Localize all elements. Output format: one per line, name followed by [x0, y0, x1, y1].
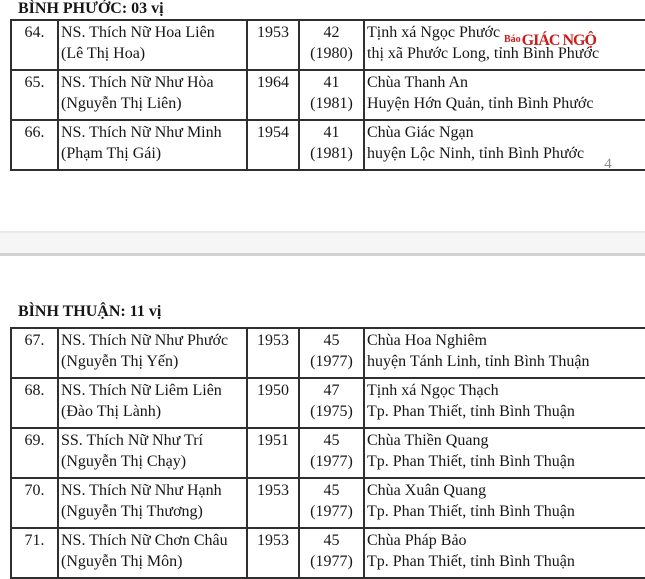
birth-name-text: (Nguyễn Thị Yến): [61, 353, 179, 370]
no-text: 64.: [24, 24, 45, 41]
birth-name-text: (Phạm Thị Gái): [61, 145, 162, 162]
age-text: 45: [323, 332, 340, 349]
year-text: 1951: [257, 432, 289, 449]
age-text: 41: [323, 124, 340, 141]
location-text: Tp. Phan Thiết, tỉnh Bình Thuận: [367, 503, 575, 520]
cell-year: [247, 120, 299, 170]
location-text: huyện Tánh Linh, tỉnh Bình Thuận: [367, 353, 590, 370]
birth-name-text: (Đào Thị Lành): [61, 403, 162, 420]
cell-number: [11, 120, 58, 170]
cell-name: [58, 120, 247, 170]
page-separator-band: [0, 231, 645, 256]
temple-text: Tịnh xá Ngọc Phước: [367, 24, 501, 41]
cell-name: [58, 478, 247, 528]
cell-year: [247, 20, 299, 70]
cell-name: [58, 428, 247, 478]
location-text: Tp. Phan Thiết, tỉnh Bình Thuận: [367, 403, 575, 420]
cell-number: [11, 20, 58, 70]
cell-age: [299, 428, 364, 478]
age-year-text: (1980): [310, 45, 353, 62]
table-row: [11, 528, 645, 578]
year-text: 1954: [257, 124, 289, 141]
name-text: NS. Thích Nữ Như Hạnh: [61, 482, 222, 499]
year-text: 1953: [257, 532, 289, 549]
age-year-text: (1977): [310, 503, 353, 520]
birth-name-text: (Lê Thị Hoa): [61, 45, 146, 62]
cell-temple: [364, 528, 645, 578]
cell-year: [247, 428, 299, 478]
no-text: 70.: [24, 482, 45, 499]
age-year-text: (1981): [310, 95, 353, 112]
section-title-binh-phuoc: BÌNH PHƯỚC: 03 vị: [18, 0, 164, 17]
no-text: 67.: [24, 332, 45, 349]
no-text: 65.: [24, 74, 45, 91]
age-text: 45: [323, 432, 340, 449]
cell-year: [247, 70, 299, 120]
name-text: NS. Thích Nữ Như Minh: [61, 124, 222, 141]
name-text: NS. Thích Nữ Hoa Liên: [61, 24, 215, 41]
cell-temple: [364, 378, 645, 428]
temple-text: Chùa Hoa Nghiêm: [367, 332, 487, 349]
no-text: 69.: [24, 432, 45, 449]
year-text: 1953: [257, 24, 289, 41]
table-row: [11, 70, 645, 120]
temple-text: Chùa Thanh An: [367, 74, 469, 91]
cell-number: [11, 528, 58, 578]
birth-name-text: (Nguyễn Thị Môn): [61, 553, 183, 570]
birth-name-text: (Nguyễn Thị Liên): [61, 95, 182, 112]
cell-temple: [364, 428, 645, 478]
year-text: 1953: [257, 332, 289, 349]
page-number: 4: [604, 156, 612, 172]
name-text: NS. Thích Nữ Chơn Châu: [61, 532, 228, 549]
age-year-text: (1977): [310, 353, 353, 370]
cell-number: [11, 70, 58, 120]
cell-year: [247, 378, 299, 428]
table-row: [11, 378, 645, 428]
watermark-prefix: Báo: [504, 34, 521, 45]
temple-text: Chùa Xuân Quang: [367, 482, 487, 499]
location-text: Huyện Hớn Quản, tỉnh Bình Phước: [367, 95, 594, 112]
table-row: [11, 120, 645, 170]
watermark-main: GIÁC NGỘ: [521, 32, 596, 49]
cell-age: [299, 328, 364, 378]
age-year-text: (1977): [310, 553, 353, 570]
name-text: NS. Thích Nữ Liêm Liên: [61, 382, 222, 399]
cell-name: [58, 528, 247, 578]
age-year-text: (1981): [310, 145, 353, 162]
table-row: [11, 328, 645, 378]
name-text: NS. Thích Nữ Như Phước: [61, 332, 229, 349]
section-title-binh-thuan: BÌNH THUẬN: 11 vị: [18, 303, 162, 320]
age-text: 47: [323, 382, 340, 399]
name-text: SS. Thích Nữ Như Trí: [61, 432, 203, 449]
year-text: 1950: [257, 382, 289, 399]
location-text: thị xã Phước Long, tỉnh Bình Phước: [367, 45, 600, 62]
name-text: NS. Thích Nữ Như Hòa: [61, 74, 214, 91]
cell-name: [58, 20, 247, 70]
no-text: 71.: [24, 532, 45, 549]
age-year-text: (1975): [310, 403, 353, 420]
cell-number: [11, 478, 58, 528]
birth-name-text: (Nguyễn Thị Thương): [61, 503, 203, 520]
cell-name: [58, 70, 247, 120]
location-text: huyện Lộc Ninh, tỉnh Bình Phước: [367, 145, 585, 162]
roster-table-binh-thuan: [10, 327, 645, 579]
cell-name: [58, 328, 247, 378]
age-text: 45: [323, 482, 340, 499]
no-text: 68.: [24, 382, 45, 399]
cell-year: [247, 528, 299, 578]
age-text: 41: [323, 74, 340, 91]
temple-text: Chùa Pháp Bảo: [367, 532, 467, 549]
year-text: 1964: [257, 74, 289, 91]
cell-age: [299, 478, 364, 528]
cell-number: [11, 328, 58, 378]
age-text: 42: [323, 24, 340, 41]
cell-number: [11, 378, 58, 428]
cell-number: [11, 428, 58, 478]
cell-temple: [364, 70, 645, 120]
cell-age: [299, 120, 364, 170]
table-row: [11, 428, 645, 478]
temple-text: Tịnh xá Ngọc Thạch: [367, 382, 499, 399]
temple-text: Chùa Thiền Quang: [367, 432, 489, 449]
cell-name: [58, 378, 247, 428]
age-year-text: (1977): [310, 453, 353, 470]
cell-year: [247, 478, 299, 528]
cell-age: [299, 70, 364, 120]
cell-year: [247, 328, 299, 378]
temple-text: Chùa Giác Ngạn: [367, 124, 474, 141]
year-text: 1953: [257, 482, 289, 499]
birth-name-text: (Nguyễn Thị Chạy): [61, 453, 187, 470]
cell-temple: [364, 328, 645, 378]
cell-temple: [364, 478, 645, 528]
cell-age: [299, 378, 364, 428]
cell-age: [299, 20, 364, 70]
location-text: Tp. Phan Thiết, tỉnh Bình Thuận: [367, 553, 575, 570]
no-text: 66.: [24, 124, 45, 141]
table-row: [11, 478, 645, 528]
age-text: 45: [323, 532, 340, 549]
cell-age: [299, 528, 364, 578]
location-text: Tp. Phan Thiết, tỉnh Bình Thuận: [367, 453, 575, 470]
watermark-bao-giac-ngo: [504, 32, 596, 50]
